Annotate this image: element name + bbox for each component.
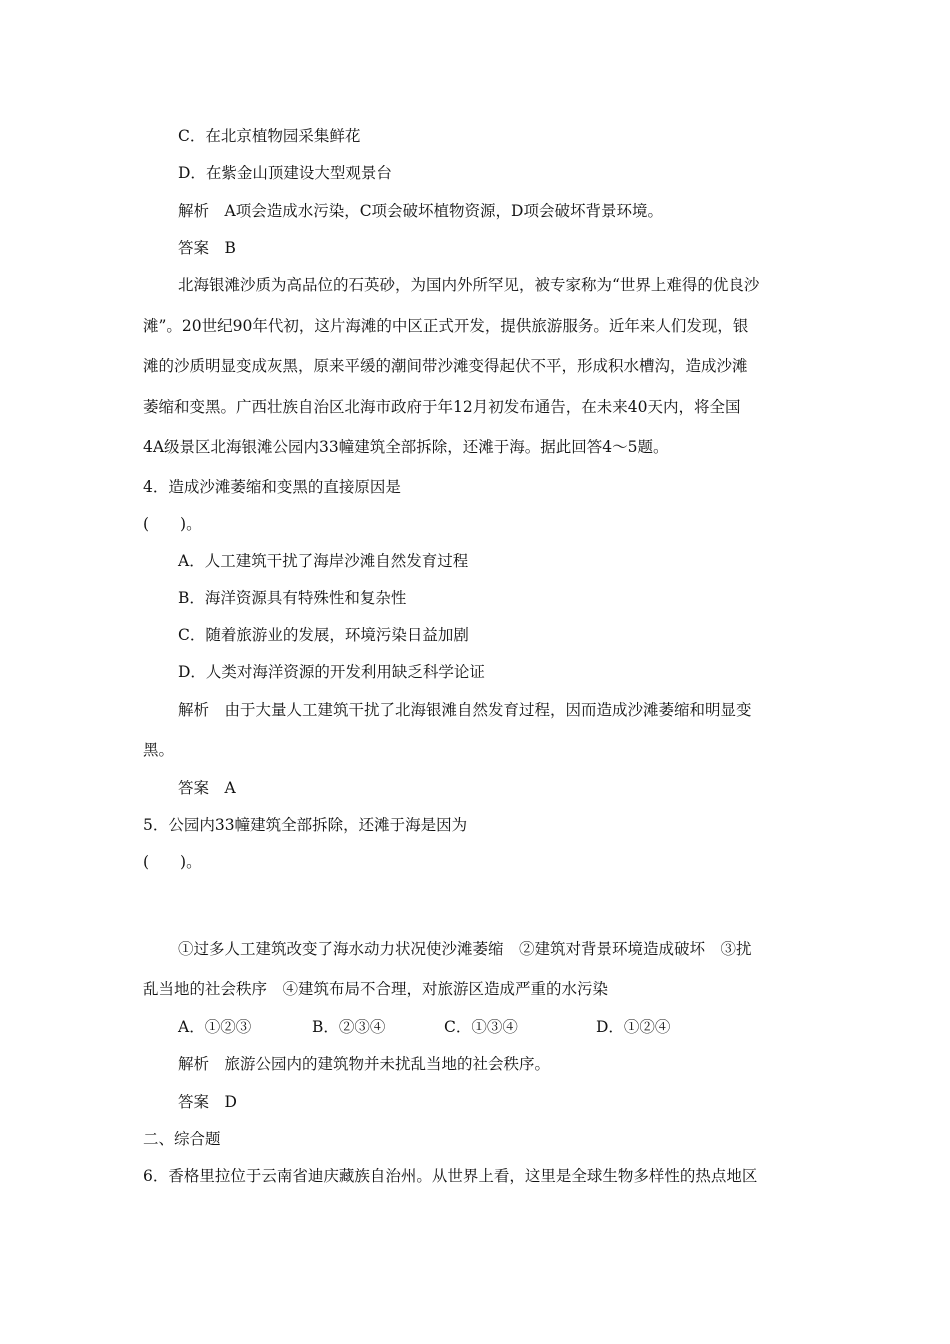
option-a: A．①②③ [178,1018,252,1036]
answer: 答案 B [178,239,236,257]
statements-line: ①过多人工建筑改变了海水动力状况使沙滩萎缩 ②建筑对背景环境造成破坏 ③扰 [178,940,752,958]
answer: 答案 D [178,1093,237,1111]
option-c: C．在北京植物园采集鲜花 [178,127,361,145]
passage-line: 4A级景区北海银滩公园内33幢建筑全部拆除，还滩于海。据此回答4～5题。 [143,438,669,456]
option-d: D．人类对海洋资源的开发利用缺乏科学论证 [178,663,485,681]
question-6: 6．香格里拉位于云南省迪庆藏族自治州。从世界上看，这里是全球生物多样性的热点地区 [143,1167,758,1185]
passage-line: 萎缩和变黑。广西壮族自治区北海市政府于年12月初发布通告，在未来40天内，将全国 [143,398,741,416]
option-c: C．随着旅游业的发展，环境污染日益加剧 [178,626,469,644]
option-c: C．①③④ [444,1018,518,1036]
section-heading: 二、综合题 [143,1130,221,1148]
option-d: D．①②④ [596,1018,671,1036]
statements-line: 乱当地的社会秩序 ④建筑布局不合理，对旅游区造成严重的水污染 [143,980,609,998]
analysis: 解析 旅游公园内的建筑物并未扰乱当地的社会秩序。 [178,1055,551,1073]
option-a: A．人工建筑干扰了海岸沙滩自然发育过程 [178,552,469,570]
analysis: 解析 由于大量人工建筑干扰了北海银滩自然发育过程，因而造成沙滩萎缩和明显变 [178,701,752,719]
option-b: B．海洋资源具有特殊性和复杂性 [178,589,407,607]
question-5: 5．公园内33幢建筑全部拆除，还滩于海是因为 [143,816,468,834]
passage-line: 滩”。20世纪90年代初，这片海滩的中区正式开发，提供旅游服务。近年来人们发现，银 [143,317,749,335]
answer: 答案 A [178,779,236,797]
passage-line: 滩的沙质明显变成灰黑，原来平缓的潮间带沙滩变得起伏不平，形成积水槽沟，造成沙滩 [143,357,748,375]
option-d: D．在紫金山顶建设大型观景台 [178,164,392,182]
analysis: 解析 A项会造成水污染，C项会破坏植物资源，D项会破坏背景环境。 [178,202,663,220]
analysis-continued: 黑。 [143,741,175,759]
answer-blank: ( )。 [143,853,202,871]
option-b: B．②③④ [312,1018,386,1036]
answer-blank: ( )。 [143,515,202,533]
question-4: 4．造成沙滩萎缩和变黑的直接原因是 [143,478,401,496]
passage-line: 北海银滩沙质为高品位的石英砂，为国内外所罕见，被专家称为“世界上难得的优良沙 [178,276,760,294]
